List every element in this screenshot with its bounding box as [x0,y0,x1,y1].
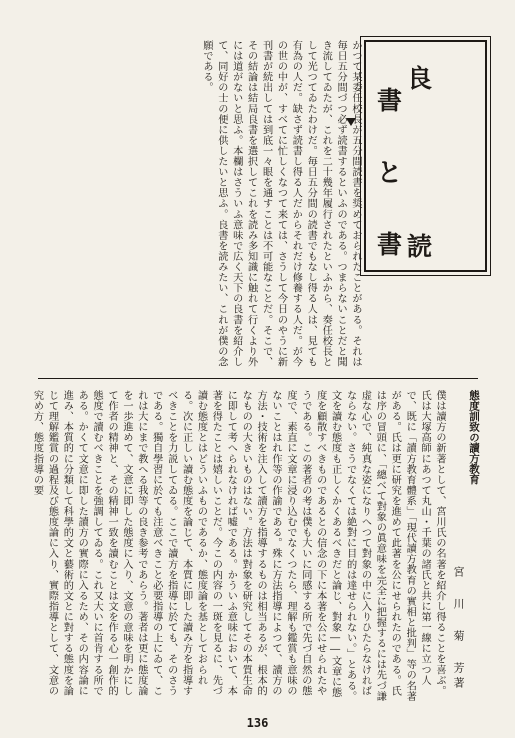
review-title: 態度訓致の讀方教育 [468,390,480,485]
heading-char: 書 [377,230,403,259]
review-body: 僕は讀方の新著として、宮川氏の名著を紹介し得ることを喜ぶ。氏は大塚高師にあつて丸山・千葉の諸氏と共に第一線に立つ人で、既に「讀方教育體系」「現代讀方教育の實相と批判」等の名著がある。氏は更に研究を進めて此著を公にせられたのである。氏は序の冒頭に、「總べて對象の眞意味を完全に把握するには先づ謙虚な心で、純真な姿になりへつて對象の中に入りひたらなければならない。さうでなくては絶對に目的は達せられない。」とある。文を讀む態度も正しくかくあるべきだと論じ、對象――文章に態度を顧散すべきものであるとの信念の下に本著を公にせられたやうである。この著者の考は僕も大いに同感する所で先づ自然の態度で、素直に文章に浸り込むでなくつたら、理解も鑑賞も意味のないことはれ作等の作諭である。殊に方法指導によつて、讀方の方法・技術を注入して讀方を指導するものは相当あるが、根本的なものの大きいものはない。方法は對象を研究してその本質生命に即して考へられなければ嘘である。かういふ意味において、本著を得たことは嬉しいことだ。今この内容の一斑を見るに、先づ讀む態度とはどういふものであるか、態度論を基としておられる。次に正しい讀む態度を論じて、本質に即した讀み方を指導すべきことを力説してゐる。ここで讀方を指導に於ても、そのさうである。獨自學習に於ても注意べきこと必要指導の上にゐて、これは大にまで教へる我等の良き参考であらう。著者は更に態度論を一歩進めて、文意に即した態度に入り、文意の意味を明かにして作者の精神と、その精神一致を讀むことは文を作る心一創作的態度で讀むべきことを強調してゐる。これ又大いに首肯する所である。かくて文意に即した讀方の實際に入るため、その内容論に進み、本質的に分類して科學的文と藝術的文とに對する態度を論じて理解鑑賞の過程及び態度論に入り、實際指導として、文意の究め方、態度指導の要 [31,390,445,702]
section-divider [38,378,478,379]
heading-char: と [377,158,403,187]
heading-char: 良 [407,64,433,93]
heading-char: 書 [377,86,403,115]
review-author: 宮 川 菊 芳著 [452,566,465,692]
intro-text: かつて某委任校長が五分間読書を奨めておられたことがある。それは毎日五分間づつ必ず読書するといふのである。つまらないことだと聞き流してゐたが、これを二十幾年履行されたといふから、奏任校長として光つてゐたわけだ。毎日五分間の読書でもなし得る人は、見ても有為の人だ。缺さず読書し得る人だからそれだけ修養する人だ。が今の世の中が、すべてに忙しくなつて来ては、さうして今日のやうに新刊書が続出しては到底一々眼を通すことは不可能なことだ。そこで、その結論は結局良書を選択してこれを読み多知識に触れて行くより外には道がないと思ふ。本欄はさういふ意味で広く天下の良書を紹介して、同好の士の便に供したいと思ふ。良書を読みたい、これが僕の念願である。 [200,40,361,368]
page-number: 136 [246,716,269,730]
heading-char: 読 [407,232,433,261]
